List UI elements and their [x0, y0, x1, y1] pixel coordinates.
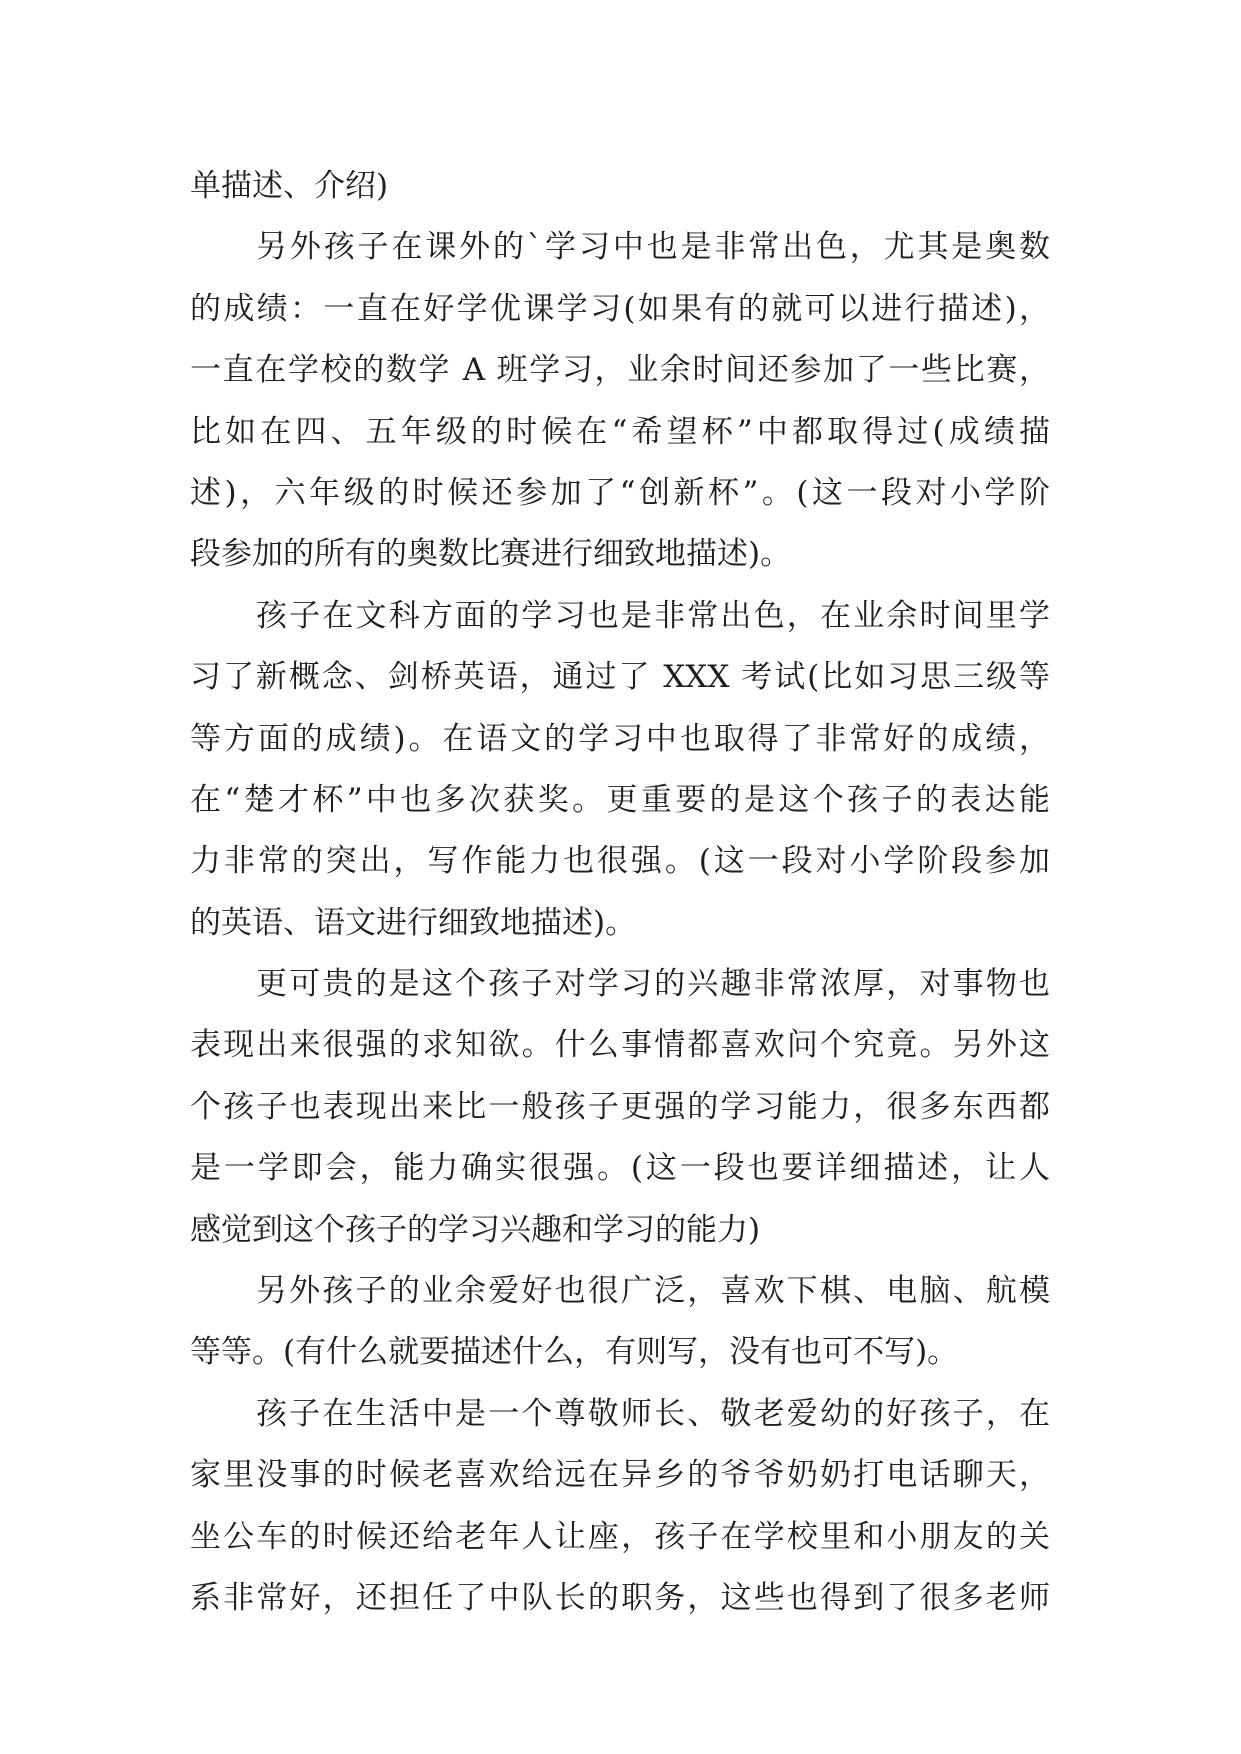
paragraph-line: 是一学即会，能力确实很强。(这一段也要详细描述，让人: [190, 1150, 1050, 1187]
paragraph-line: 一直在学校的数学 A 班学习，业余时间还参加了一些比赛，: [190, 352, 1050, 389]
paragraph-line: 家里没事的时候老喜欢给远在异乡的爷爷奶奶打电话聊天，: [190, 1457, 1050, 1494]
paragraph-line: 坐公车的时候还给老年人让座，孩子在学校里和小朋友的关: [190, 1518, 1050, 1555]
paragraph-line: 的英语、语文进行细致地描述)。: [190, 904, 637, 941]
paragraph-line: 个孩子也表现出来比一般孩子更强的学习能力，很多东西都: [190, 1088, 1050, 1125]
paragraph-line: 段参加的所有的奥数比赛进行细致地描述)。: [190, 536, 792, 573]
paragraph-line: 感觉到这个孩子的学习兴趣和学习的能力): [190, 1211, 761, 1248]
paragraph-line: 力非常的突出，写作能力也很强。(这一段对小学阶段参加: [190, 843, 1050, 880]
paragraph-line: 等等。(有什么就要描述什么，有则写，没有也可不写)。: [190, 1334, 959, 1371]
paragraph-line: 表现出来很强的求知欲。什么事情都喜欢问个究竟。另外这: [190, 1027, 1050, 1064]
paragraph-line: 单描述、介绍): [190, 168, 389, 204]
paragraph-line: 等方面的成绩)。在语文的学习中也取得了非常好的成绩，: [190, 720, 1050, 757]
paragraph-first-line: 孩子在生活中是一个尊敬师长、敬老爱幼的好孩子，在: [256, 1395, 1050, 1432]
paragraph-line: 比如在四、五年级的时候在“希望杯”中都取得过(成绩描: [190, 413, 1050, 450]
paragraph-first-line: 孩子在文科方面的学习也是非常出色，在业余时间里学: [256, 597, 1050, 634]
document-body: [190, 156, 1050, 1629]
paragraph-line: 在“楚才杯”中也多次获奖。更重要的是这个孩子的表达能: [190, 781, 1050, 818]
paragraph-line: 述)，六年级的时候还参加了“创新杯”。(这一段对小学阶: [190, 474, 1050, 511]
paragraph-first-line: 更可贵的是这个孩子对学习的兴趣非常浓厚，对事物也: [256, 966, 1050, 1003]
paragraph-line: 的成绩：一直在好学优课学习(如果有的就可以进行描述)，: [190, 290, 1050, 327]
paragraph-first-line: 另外孩子的业余爱好也很广泛，喜欢下棋、电脑、航模: [256, 1273, 1050, 1310]
paragraph-line: 系非常好，还担任了中队长的职务，这些也得到了很多老师: [190, 1579, 1050, 1616]
paragraph-line: 习了新概念、剑桥英语，通过了 XXX 考试(比如习思三级等: [190, 659, 1050, 696]
paragraph-first-line: 另外孩子在课外的`学习中也是非常出色，尤其是奥数: [256, 229, 1050, 266]
